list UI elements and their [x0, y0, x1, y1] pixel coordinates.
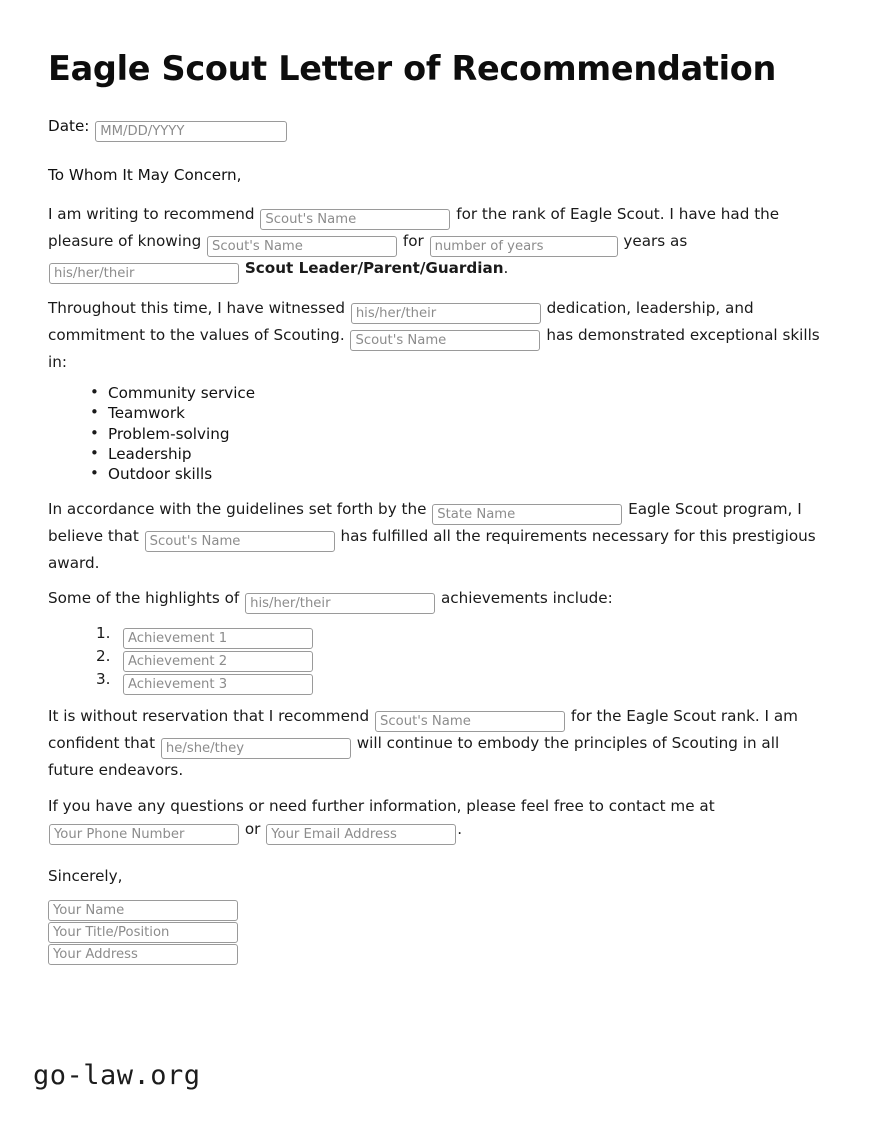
list-item	[96, 622, 822, 645]
contact-period: .	[457, 819, 463, 838]
list-item: • Outdoor skills	[90, 464, 822, 484]
pronoun-input-4[interactable]	[161, 738, 351, 759]
witnessed-text-c: has demonstrated exceptional skills in:	[48, 326, 820, 372]
intro-period: .	[503, 259, 509, 278]
page-title: Eagle Scout Letter of Recommendation	[48, 49, 777, 88]
list-item: • Community service	[90, 383, 822, 403]
list-item: • Leadership	[90, 444, 822, 464]
document-content	[48, 50, 822, 966]
reservation-text-b: for the Eagle Scout rank. I am confident that	[48, 707, 798, 753]
intro-text-c: for	[402, 232, 424, 251]
list-item: • Problem-solving	[90, 424, 822, 444]
reservation-text-c: will continue to embody the principles of Scouting in all future endeavors.	[48, 734, 780, 780]
highlights-text-b: achievements include:	[440, 589, 613, 608]
scout-name-input-1[interactable]	[260, 209, 450, 230]
signature-block	[48, 900, 822, 965]
your-address-input[interactable]	[48, 944, 238, 965]
paragraph-highlights	[48, 587, 822, 614]
paragraph-contact	[48, 795, 822, 845]
paragraph-reservation	[48, 705, 822, 782]
years-known-input[interactable]	[430, 236, 618, 257]
intro-text-a: I am writing to recommend	[48, 205, 255, 224]
reservation-text-a: It is without reservation that I recommend	[48, 707, 370, 726]
paragraph-witnessed	[48, 297, 822, 374]
spacer	[48, 858, 822, 865]
paragraph-accordance	[48, 498, 822, 575]
intro-text-b: for the rank of Eagle Scout. I have had the pleasure of knowing	[48, 205, 780, 251]
scout-name-input-2[interactable]	[207, 236, 397, 257]
scout-name-input-5[interactable]	[375, 711, 565, 732]
accordance-text-c: has fulfilled all the requirements necessary for this prestigious award.	[48, 526, 816, 572]
achievement-input-3[interactable]	[123, 674, 313, 695]
salutation: To Whom It May Concern,	[48, 165, 242, 184]
site-watermark: go-law.org	[33, 1060, 201, 1091]
achievements-list	[48, 622, 822, 691]
role-label: Scout Leader/Parent/Guardian	[244, 259, 504, 278]
state-name-input[interactable]	[432, 504, 622, 525]
intro-text-d: years as	[623, 232, 688, 251]
witnessed-text-b: dedication, leadership, and commitment to the values of Scouting.	[48, 299, 754, 345]
date-line	[48, 115, 822, 142]
highlights-text-a: Some of the highlights of	[48, 589, 240, 608]
pronoun-input-3[interactable]	[245, 593, 435, 614]
your-name-input[interactable]	[48, 900, 238, 921]
list-item	[96, 668, 822, 691]
accordance-text-b: Eagle Scout program, I believe that	[48, 499, 802, 545]
paragraph-intro	[48, 203, 822, 284]
contact-text-a: If you have any questions or need further information, please feel free to contact me at	[48, 796, 715, 815]
email-input[interactable]	[266, 824, 456, 845]
your-title-input[interactable]	[48, 922, 238, 943]
scout-name-input-4[interactable]	[145, 531, 335, 552]
date-label: Date:	[48, 116, 90, 135]
pronoun-input-2[interactable]	[351, 303, 541, 324]
list-item	[96, 645, 822, 668]
date-input[interactable]	[95, 121, 287, 142]
phone-input[interactable]	[49, 824, 239, 845]
witnessed-text-a: Throughout this time, I have witnessed	[48, 299, 345, 318]
scout-name-input-3[interactable]	[350, 330, 540, 351]
skills-list	[48, 383, 822, 485]
pronoun-input-1[interactable]	[49, 263, 239, 284]
list-item: • Teamwork	[90, 403, 822, 423]
closing-sincerely: Sincerely,	[48, 866, 123, 885]
contact-fields	[48, 820, 462, 838]
accordance-text-a: In accordance with the guidelines set forth by the	[48, 499, 427, 518]
contact-or-label: or	[244, 819, 261, 838]
